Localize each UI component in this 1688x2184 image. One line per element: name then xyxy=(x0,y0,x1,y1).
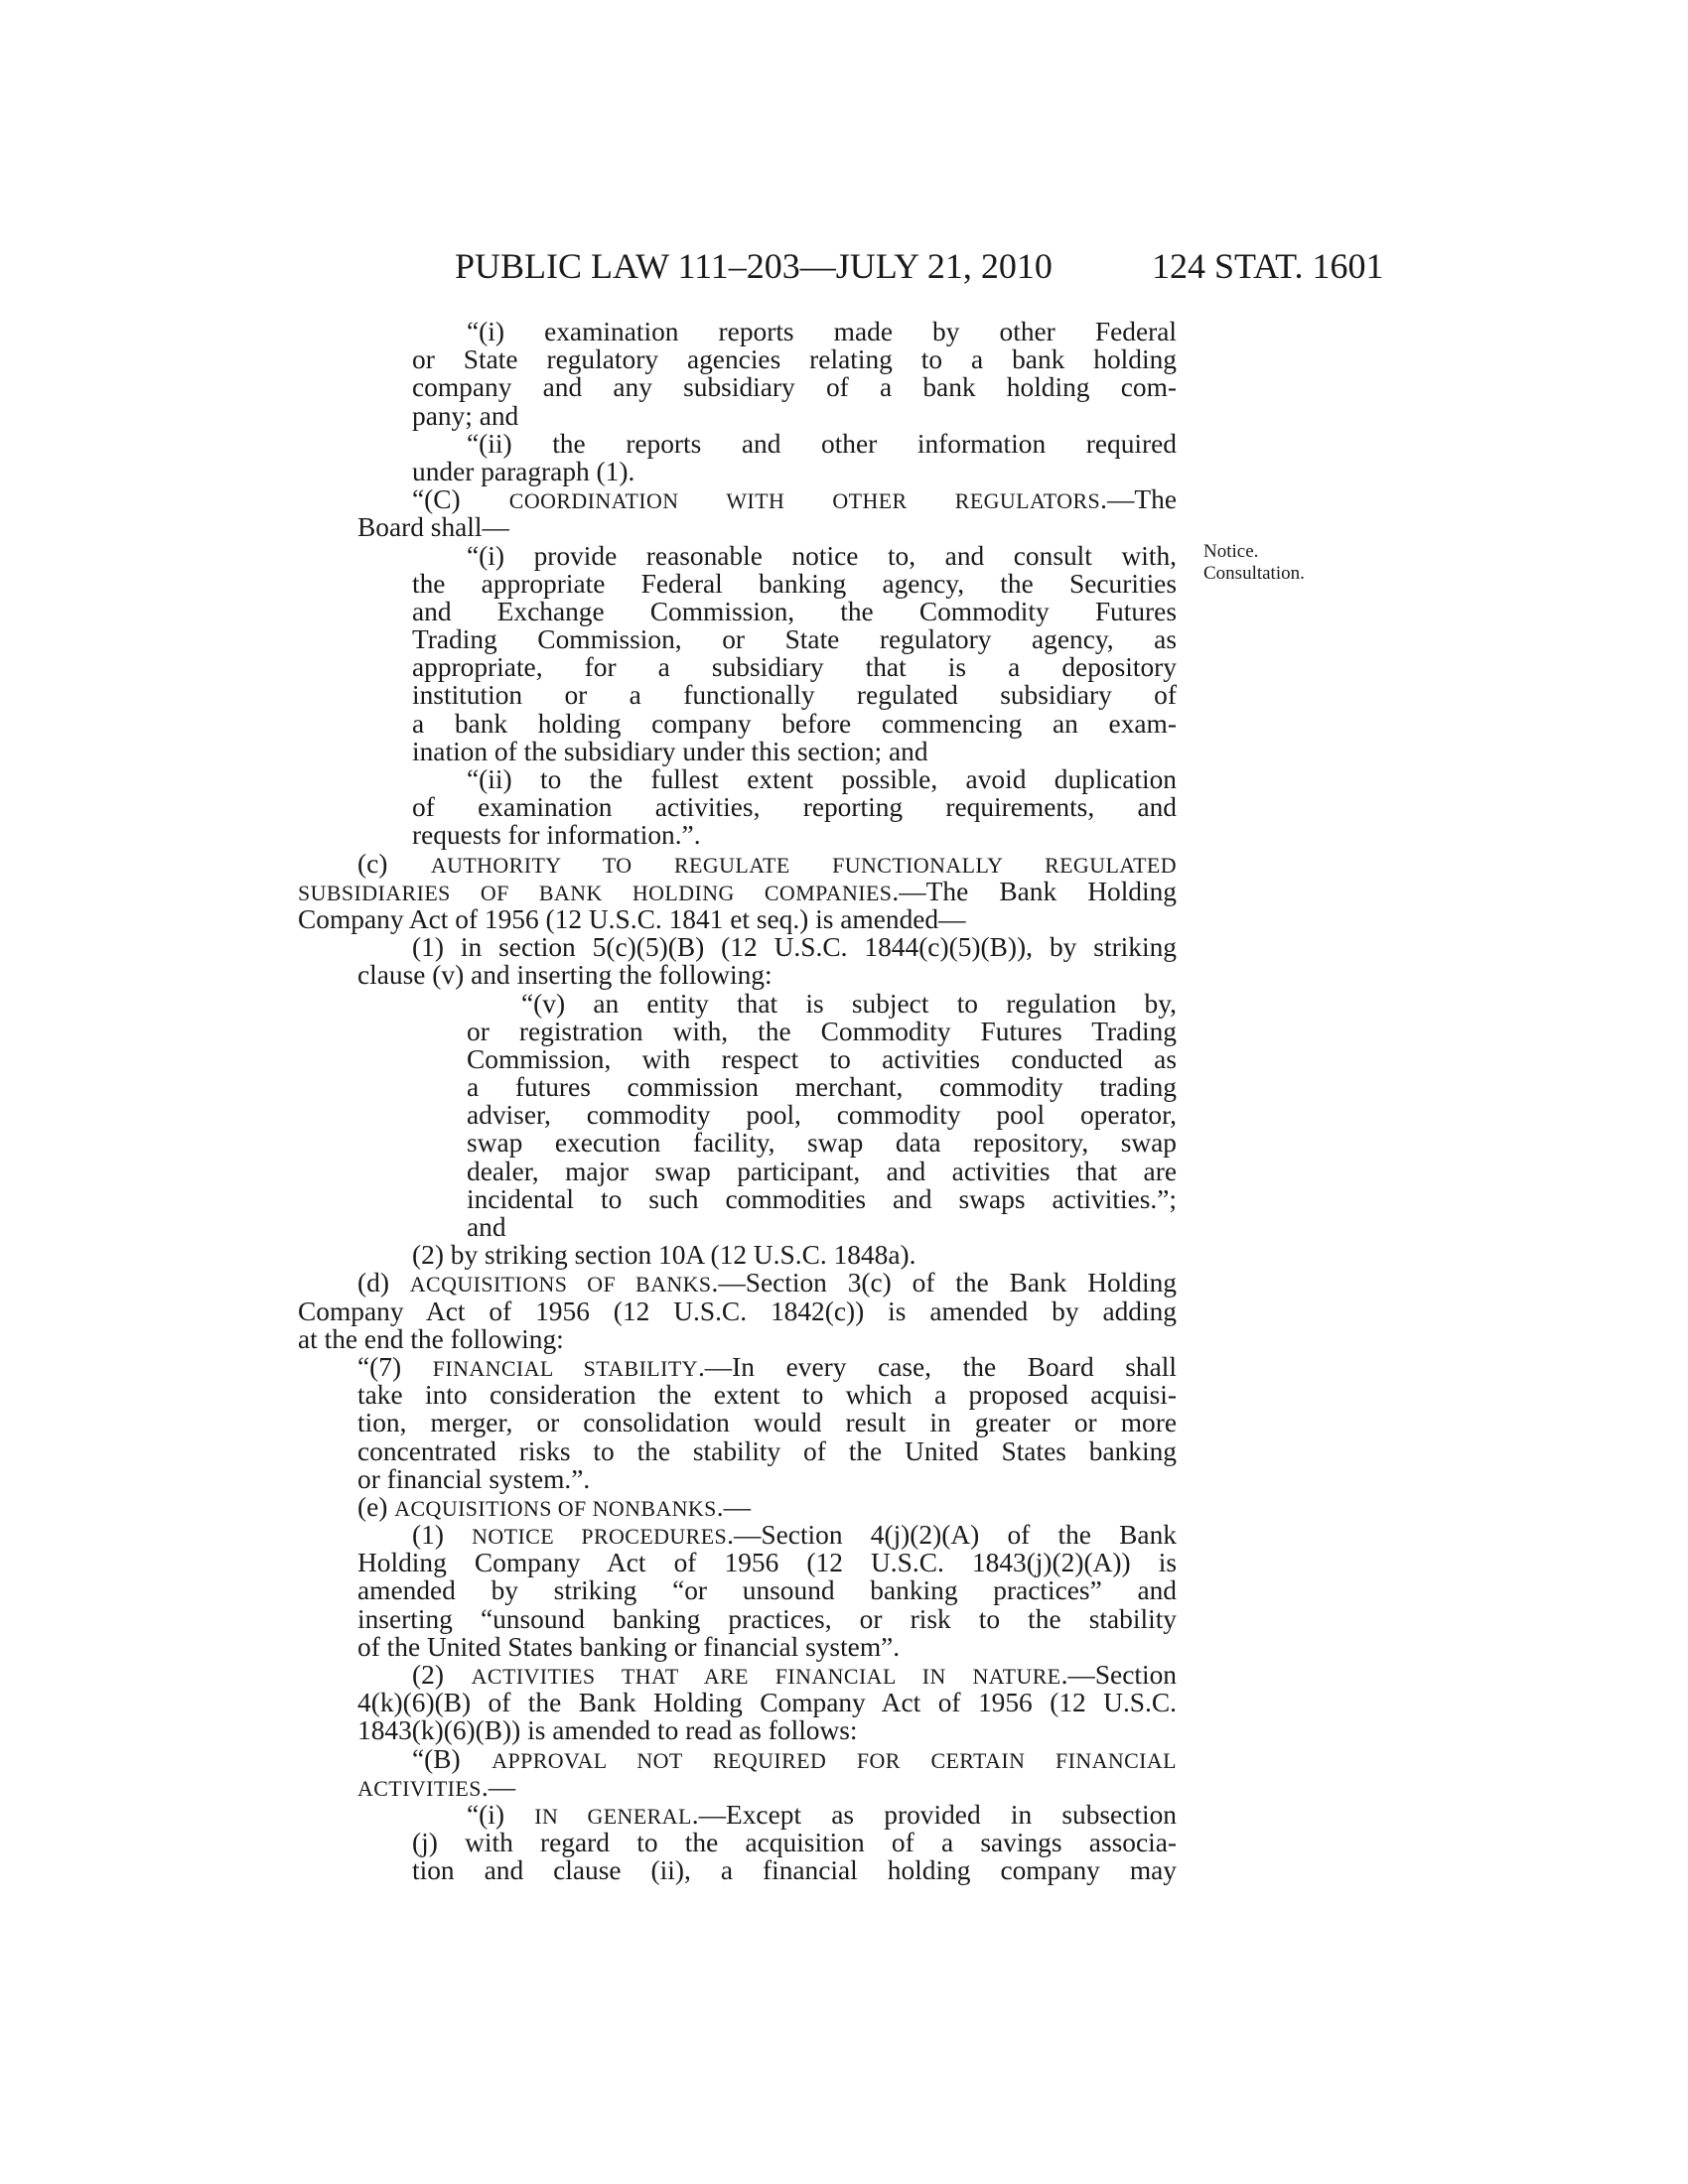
line-text: a bank holding company before commencing an exam- xyxy=(412,708,1177,739)
text-line xyxy=(521,990,1177,1018)
line-prefix: “(7) xyxy=(357,1351,433,1382)
heading-smallcaps: APPROVAL NOT REQUIRED FOR CERTAIN FINANCIAL xyxy=(492,1747,1177,1773)
text-line xyxy=(467,1045,1177,1073)
text-line xyxy=(357,1353,1177,1381)
text-line xyxy=(412,681,1177,709)
line-text: and Exchange Commission, the Commodity Futures xyxy=(412,596,1177,626)
line-text: incidental to such commodities and swaps activities.”; xyxy=(467,1183,1177,1214)
line-text: pany; and xyxy=(412,400,519,431)
line-text: .—In every case, the Board shall xyxy=(697,1351,1177,1382)
text-line xyxy=(467,1158,1177,1185)
text-line xyxy=(357,1605,1177,1633)
line-text: Company Act of 1956 (12 U.S.C. 1842(c)) is amended by adding xyxy=(298,1296,1177,1326)
statute-text xyxy=(298,318,1177,1885)
text-line xyxy=(412,710,1177,738)
line-text: “(v) an entity that is subject to regulation by, xyxy=(521,988,1177,1019)
text-line xyxy=(357,1381,1177,1409)
margin-note-notice: Notice. xyxy=(1203,541,1259,562)
line-text: requests for information.”. xyxy=(412,820,701,851)
text-line xyxy=(412,458,1177,485)
text-line xyxy=(467,542,1177,570)
text-line xyxy=(357,1576,1177,1604)
line-text: Holding Company Act of 1956 (12 U.S.C. 1843(j)(2)(A)) is xyxy=(357,1548,1177,1578)
text-line xyxy=(412,821,1177,849)
text-line xyxy=(467,1801,1177,1829)
text-line xyxy=(412,485,1177,513)
line-text: .— xyxy=(481,1771,516,1802)
text-line xyxy=(412,1521,1177,1549)
heading-smallcaps: ACTIVITIES THAT ARE FINANCIAL IN NATURE xyxy=(471,1664,1061,1689)
line-text: of examination activities, reporting requirements, and xyxy=(412,792,1177,823)
line-text: Commission, with respect to activities conducted as xyxy=(467,1043,1177,1074)
text-line xyxy=(467,318,1177,345)
text-line xyxy=(467,1185,1177,1213)
line-text: .—Section 3(c) of the Bank Holding xyxy=(711,1268,1177,1298)
line-text: or financial system.”. xyxy=(357,1463,591,1494)
line-text: Company Act of 1956 (12 U.S.C. 1841 et seq.) is amended— xyxy=(298,903,966,934)
line-text: “(ii) to the fullest extent possible, avoid duplication xyxy=(467,764,1177,794)
line-text: .—The xyxy=(1100,484,1177,515)
text-line xyxy=(412,625,1177,653)
text-line xyxy=(357,1549,1177,1576)
line-text: 1843(k)(6)(B)) is amended to read as follows: xyxy=(357,1715,858,1746)
line-text: of the United States banking or financial system”. xyxy=(357,1631,901,1662)
line-text: .—Section 4(j)(2)(A) of the Bank xyxy=(727,1520,1177,1551)
line-prefix: (c) xyxy=(357,848,431,879)
text-line xyxy=(357,1269,1177,1297)
text-line xyxy=(357,1465,1177,1493)
text-line xyxy=(467,430,1177,458)
text-line xyxy=(467,1101,1177,1129)
line-text: a futures commission merchant, commodity trading xyxy=(467,1072,1177,1103)
heading-smallcaps: SUBSIDIARIES OF BANK HOLDING COMPANIES xyxy=(298,880,893,905)
text-line xyxy=(298,1297,1177,1325)
line-text: under paragraph (1). xyxy=(412,456,635,486)
text-line xyxy=(298,905,1177,933)
line-text: “(i) examination reports made by other Federal xyxy=(467,317,1177,346)
line-text: dealer, major swap participant, and activities that are xyxy=(467,1156,1177,1186)
line-text: and xyxy=(467,1212,506,1242)
line-text: take into consideration the extent to which a proposed acquisi- xyxy=(357,1380,1177,1411)
line-text: tion, merger, or consolidation would result in greater or more xyxy=(357,1408,1177,1438)
text-line xyxy=(412,933,1177,961)
text-line xyxy=(357,850,1177,878)
line-text: .—Section xyxy=(1060,1660,1177,1690)
line-text: the appropriate Federal banking agency, the Securities xyxy=(412,568,1177,599)
line-text: “(ii) the reports and other information required xyxy=(467,428,1177,459)
text-line xyxy=(467,1213,1177,1241)
text-line xyxy=(357,961,1177,989)
line-text: or registration with, the Commodity Futures Trading xyxy=(467,1016,1177,1046)
line-text: at the end the following: xyxy=(298,1323,564,1354)
line-text: tion and clause (ii), a financial holding company may xyxy=(412,1855,1177,1886)
line-prefix: (2) xyxy=(412,1660,472,1690)
line-text: inserting “unsound banking practices, or risk to the stability xyxy=(357,1603,1177,1634)
line-text: adviser, commodity pool, commodity pool operator, xyxy=(467,1100,1177,1131)
text-line xyxy=(357,1773,1177,1801)
line-text: concentrated risks to the stability of the United States banking xyxy=(357,1435,1177,1466)
line-text: (j) with regard to the acquisition of a savings associa- xyxy=(412,1828,1177,1858)
text-line xyxy=(412,598,1177,625)
line-text: (2) by striking section 10A (12 U.S.C. 1848a). xyxy=(412,1240,916,1271)
text-line xyxy=(412,738,1177,765)
line-prefix: (1) xyxy=(412,1520,473,1551)
line-text: .— xyxy=(716,1491,752,1522)
line-text: or State regulatory agencies relating to a bank holding xyxy=(412,344,1177,375)
line-text: appropriate, for a subsidiary that is a depository xyxy=(412,652,1177,683)
line-prefix: (e) xyxy=(357,1491,395,1522)
line-text: ination of the subsidiary under this section; and xyxy=(412,736,928,766)
line-text: Board shall— xyxy=(357,512,509,543)
text-line xyxy=(412,1661,1177,1689)
line-prefix: “(i) xyxy=(467,1799,535,1830)
line-prefix: “(B) xyxy=(412,1743,492,1774)
text-line xyxy=(357,1689,1177,1716)
line-text: company and any subsidiary of a bank holding com- xyxy=(412,372,1177,403)
heading-smallcaps: ACQUISITIONS OF BANKS xyxy=(409,1272,712,1297)
text-line xyxy=(467,765,1177,793)
line-text: 4(k)(6)(B) of the Bank Holding Company Act of 1956 (12 U.S.C. xyxy=(357,1688,1177,1718)
heading-smallcaps: ACQUISITIONS OF NONBANKS xyxy=(394,1495,717,1521)
line-prefix: “(C) xyxy=(412,484,509,515)
text-line xyxy=(467,1073,1177,1101)
text-line xyxy=(298,878,1177,905)
text-line xyxy=(412,373,1177,401)
line-text: “(i) provide reasonable notice to, and consult with, xyxy=(467,540,1177,571)
heading-smallcaps: FINANCIAL STABILITY xyxy=(432,1355,698,1381)
text-line xyxy=(357,513,1177,541)
text-line xyxy=(412,1241,1177,1269)
line-text: (1) in section 5(c)(5)(B) (12 U.S.C. 1844(c)(5)(B)), by striking xyxy=(412,932,1177,963)
text-line xyxy=(357,1633,1177,1661)
text-line xyxy=(357,1409,1177,1436)
text-line xyxy=(412,1745,1177,1773)
text-line xyxy=(467,1129,1177,1157)
line-text: .—The Bank Holding xyxy=(892,876,1177,906)
line-text: .—Except as provided in subsection xyxy=(691,1799,1177,1830)
line-text: Trading Commission, or State regulatory agency, as xyxy=(412,624,1177,655)
text-line xyxy=(412,402,1177,430)
line-text: swap execution facility, swap data repository, swap xyxy=(467,1128,1177,1159)
heading-smallcaps: COORDINATION WITH OTHER REGULATORS xyxy=(508,488,1101,514)
heading-smallcaps: NOTICE PROCEDURES xyxy=(472,1524,728,1550)
heading-smallcaps: AUTHORITY TO REGULATE FUNCTIONALLY REGULATED xyxy=(430,852,1177,878)
line-prefix: (d) xyxy=(357,1268,410,1298)
running-head-right: 124 STAT. 1601 xyxy=(1152,246,1384,286)
text-line xyxy=(412,570,1177,598)
text-line xyxy=(412,653,1177,681)
text-line xyxy=(357,1716,1177,1744)
heading-smallcaps: IN GENERAL xyxy=(534,1803,692,1829)
line-text: clause (v) and inserting the following: xyxy=(357,960,773,991)
line-text: amended by striking “or unsound banking practices” and xyxy=(357,1575,1177,1606)
text-line xyxy=(357,1493,1177,1521)
text-line xyxy=(412,1829,1177,1856)
text-line xyxy=(357,1437,1177,1465)
text-line xyxy=(467,1018,1177,1045)
running-head-left: PUBLIC LAW 111–203—JULY 21, 2010 xyxy=(455,246,1053,286)
text-line xyxy=(298,1325,1177,1353)
text-line xyxy=(412,345,1177,373)
text-line xyxy=(412,793,1177,821)
text-line xyxy=(412,1856,1177,1884)
margin-note-consultation: Consultation. xyxy=(1203,563,1305,584)
heading-smallcaps: ACTIVITIES xyxy=(357,1775,482,1801)
line-text: institution or a functionally regulated subsidiary of xyxy=(412,680,1177,711)
